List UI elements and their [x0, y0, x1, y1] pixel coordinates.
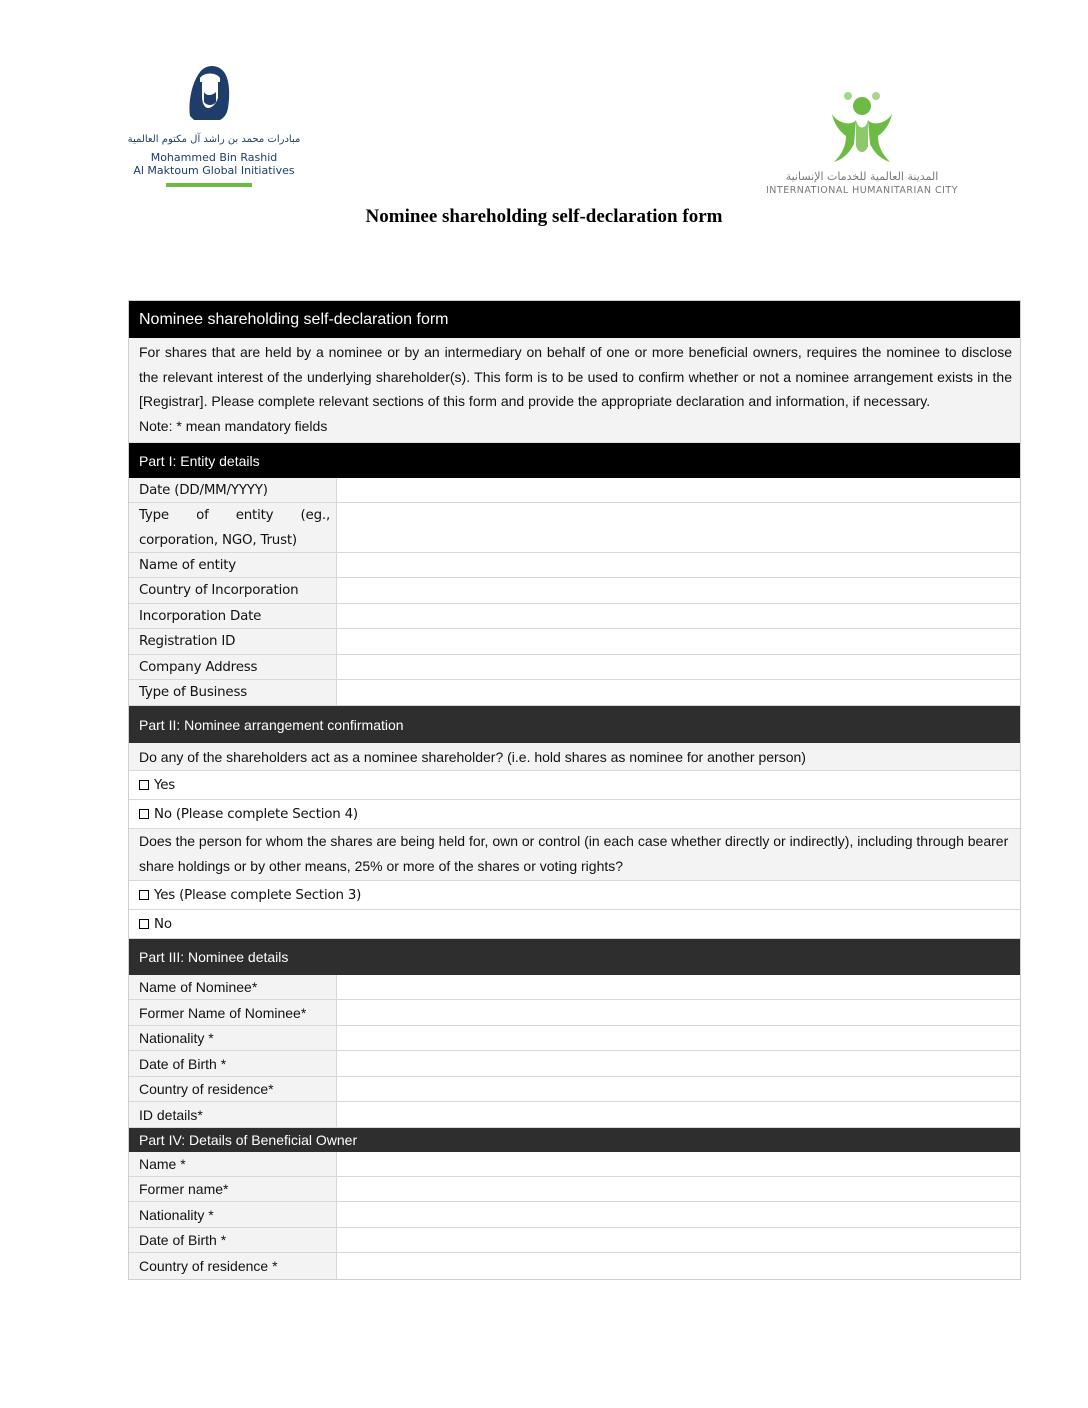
- field-label: Name *: [129, 1152, 337, 1176]
- checkbox-icon[interactable]: [139, 890, 149, 900]
- mbr-arabic-text: مبادرات محمد بن راشد آل مكتوم العالمية: [127, 134, 301, 145]
- field-label: Country of residence *: [129, 1253, 337, 1279]
- nominee-residence-input[interactable]: [337, 1077, 1020, 1101]
- field-label: Name of entity: [129, 553, 337, 577]
- entity-type-input[interactable]: [337, 503, 1020, 552]
- sheikh-portrait-icon: [180, 62, 236, 122]
- date-input[interactable]: [337, 478, 1020, 502]
- checkbox-icon[interactable]: [139, 780, 149, 790]
- field-row-registration-id: [129, 629, 1020, 655]
- field-row-owner-residence: [129, 1253, 1020, 1279]
- checkbox-icon[interactable]: [139, 919, 149, 929]
- owner-nationality-input[interactable]: [337, 1202, 1020, 1227]
- part1-header: Part I: Entity details: [129, 443, 1020, 478]
- option-label: No: [154, 916, 172, 932]
- field-row-entity-name: [129, 553, 1020, 578]
- part2-header: Part II: Nominee arrangement confirmation: [129, 706, 1020, 743]
- field-label: Former name*: [129, 1177, 337, 1201]
- nominee-dob-input[interactable]: [337, 1051, 1020, 1076]
- field-label: Nationality *: [129, 1202, 337, 1227]
- incorporation-date-input[interactable]: [337, 604, 1020, 628]
- mbr-english-line2: Al Maktoum Global Initiatives: [133, 164, 295, 177]
- option-label: No (Please complete Section 4): [154, 806, 358, 822]
- option-label: Yes (Please complete Section 3): [154, 887, 362, 903]
- owner-residence-input[interactable]: [337, 1253, 1020, 1279]
- mandatory-note: Note: * mean mandatory fields: [139, 417, 328, 434]
- field-label: Former Name of Nominee*: [129, 1000, 337, 1025]
- option-no[interactable]: [129, 910, 1020, 939]
- field-label: Date of Birth *: [129, 1228, 337, 1252]
- mbr-english-line1: Mohammed Bin Rashid: [150, 151, 278, 164]
- field-row-company-address: [129, 655, 1020, 680]
- company-address-input[interactable]: [337, 655, 1020, 679]
- field-row-country-incorporation: [129, 578, 1020, 604]
- option-label: Yes: [154, 777, 176, 793]
- field-label: Date of Birth *: [129, 1051, 337, 1076]
- country-incorporation-input[interactable]: [337, 578, 1020, 603]
- field-row-owner-dob: [129, 1228, 1020, 1253]
- part4-header: Part IV: Details of Beneficial Owner: [129, 1128, 1020, 1152]
- field-row-nominee-id: [129, 1102, 1020, 1128]
- declaration-form: [128, 300, 1021, 1280]
- document-title: Nominee shareholding self-declaration form: [365, 206, 723, 227]
- logo-green-underline: [166, 183, 252, 187]
- field-row-nominee-dob: [129, 1051, 1020, 1077]
- nominee-name-input[interactable]: [337, 975, 1020, 999]
- field-label: Type of entity (eg., corporation, NGO, Trust): [129, 503, 337, 552]
- question-ownership-control: Does the person for whom the shares are being held for, own or control (in each case whether directly or indirectly), including through bearer share holdings or by other means, 25% or more of the shares or voting rights?: [129, 829, 1020, 881]
- field-row-incorporation-date: [129, 604, 1020, 629]
- field-label: Registration ID: [129, 629, 337, 654]
- humanitarian-figures-icon: [826, 84, 898, 168]
- option-yes[interactable]: [129, 771, 1020, 800]
- owner-name-input[interactable]: [337, 1152, 1020, 1176]
- field-row-business-type: [129, 680, 1020, 706]
- field-label: Nationality *: [129, 1026, 337, 1050]
- field-row-owner-nationality: [129, 1202, 1020, 1228]
- field-label: Company Address: [129, 655, 337, 679]
- nominee-id-input[interactable]: [337, 1102, 1020, 1127]
- nominee-former-name-input[interactable]: [337, 1000, 1020, 1025]
- field-label: Name of Nominee*: [129, 975, 337, 999]
- field-label: Type of Business: [129, 680, 337, 705]
- owner-former-name-input[interactable]: [337, 1177, 1020, 1201]
- business-type-input[interactable]: [337, 680, 1020, 705]
- option-no-section4[interactable]: [129, 800, 1020, 829]
- checkbox-icon[interactable]: [139, 809, 149, 819]
- form-header: Nominee shareholding self-declaration form: [129, 301, 1020, 338]
- field-row-owner-former-name: [129, 1177, 1020, 1202]
- form-intro: [129, 338, 1020, 443]
- field-label: Incorporation Date: [129, 604, 337, 628]
- field-label: ID details*: [129, 1102, 337, 1127]
- intro-text: For shares that are held by a nominee or by an intermediary on behalf of one or more beneficial owners, requires the nominee to disclose the relevant interest of the underlying shareholder(s). This form is to be used to confirm whether or not a nominee arrangement exists in the [Registrar]. Please complete relevant sections of this form and provide the appropriate declaration and information, if necessary.: [139, 344, 1012, 409]
- entity-name-input[interactable]: [337, 553, 1020, 577]
- registration-id-input[interactable]: [337, 629, 1020, 654]
- field-row-nominee-former-name: [129, 1000, 1020, 1026]
- field-row-nominee-name: [129, 975, 1020, 1000]
- field-row-date: [129, 478, 1020, 503]
- field-row-entity-type: [129, 503, 1020, 553]
- field-label: Date (DD/MM/YYYY): [129, 478, 337, 502]
- ihc-english-text: INTERNATIONAL HUMANITARIAN CITY: [765, 185, 958, 196]
- part3-header: Part III: Nominee details: [129, 939, 1020, 975]
- owner-dob-input[interactable]: [337, 1228, 1020, 1252]
- nominee-nationality-input[interactable]: [337, 1026, 1020, 1050]
- field-label: Country of Incorporation: [129, 578, 337, 603]
- option-yes-section3[interactable]: [129, 881, 1020, 910]
- mbr-global-initiatives-logo: [126, 60, 302, 192]
- international-humanitarian-city-logo: [764, 84, 964, 200]
- field-row-nominee-nationality: [129, 1026, 1020, 1051]
- field-label: Country of residence*: [129, 1077, 337, 1101]
- question-nominee-shareholder: Do any of the shareholders act as a nominee shareholder? (i.e. hold shares as nominee for another person): [129, 743, 1020, 771]
- field-row-owner-name: [129, 1152, 1020, 1177]
- field-row-nominee-residence: [129, 1077, 1020, 1102]
- ihc-arabic-text: المدينة العالمية للخدمات الإنسانية: [785, 170, 939, 183]
